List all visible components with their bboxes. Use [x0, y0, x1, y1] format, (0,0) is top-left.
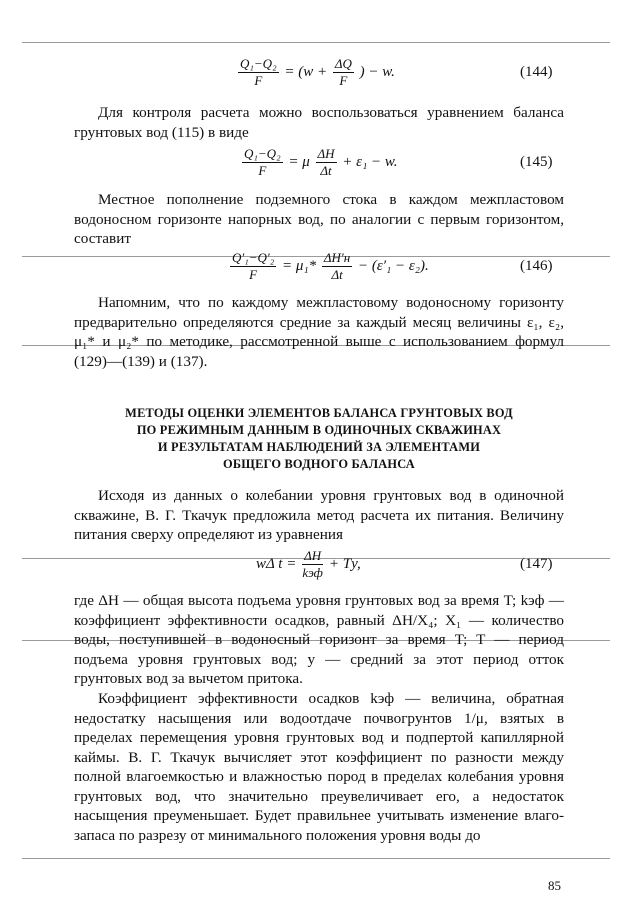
fraction-denominator: F: [339, 73, 348, 88]
fraction-numerator: Q′₁−Q′₂: [232, 250, 275, 265]
heading-line: МЕТОДЫ ОЦЕНКИ ЭЛЕМЕНТОВ БАЛАНСА ГРУНТОВЫХ ВОД: [125, 406, 513, 420]
paragraph: [74, 486, 564, 545]
equation-rhs-fraction: [316, 146, 337, 179]
fraction-numerator: ΔQ: [334, 56, 352, 71]
equation-number: (145): [520, 154, 553, 170]
equation-term: = μ₁*: [282, 257, 317, 274]
paragraph-text: Коэффициент эффективности осадков kэф — величина, обратная недостатку насыщения или водоотдаче почвогрунтов 1/μ, взятых в пределах перемещения уровня грунтовых вод и подпертой капиллярной каймы. В. Г. Ткачук вычисляет этот коэффициент по разности между полной влагоемкостью и влажностью пород в пределах колебания уровня грунтовых вод, что значительно преувеличивает его, а недостаток насыщения преуменьшает. Будет правильнее учитывать изменение влагозапаса по разрезу от минимального положения уровня воды до: [74, 690, 564, 844]
fraction-numerator: Q₁−Q₂: [240, 56, 277, 71]
paragraph-text: Напомним, что по каждому межпластовому водоносному горизонту предварительно определяются средние за каждый месяц величины ε₁, ε₂, μ₁* и μ₂* по методике, рассмотренной выше с использованием формул (129)—(139) и (137).: [74, 294, 564, 370]
paragraph: [74, 293, 564, 371]
equation-term: − (ε′₁ − ε₂).: [357, 257, 429, 274]
equation-term: wΔ t =: [256, 555, 297, 572]
paragraph: [74, 103, 564, 142]
page-number: 85: [548, 878, 561, 893]
equation-number: (146): [520, 258, 553, 274]
heading-line: И РЕЗУЛЬТАТАМ НАБЛЮДЕНИЙ ЗА ЭЛЕМЕНТАМИ: [157, 440, 481, 454]
equation-rhs-fraction: [322, 250, 352, 283]
equation-term: = (w +: [284, 63, 328, 80]
heading-line: ОБЩЕГО ВОДНОГО БАЛАНСА: [223, 457, 415, 471]
fraction-denominator: Δt: [320, 163, 332, 178]
equation-number: (144): [520, 64, 553, 80]
paragraph: [74, 689, 564, 845]
section-heading: [74, 405, 564, 473]
rule-line: [22, 42, 610, 43]
equation-lhs-fraction: [242, 146, 283, 179]
paragraph: [74, 190, 564, 249]
fraction-numerator: Q₁−Q₂: [244, 146, 281, 161]
equation-number: (147): [520, 556, 553, 572]
equation-rhs-fraction: [333, 56, 354, 89]
fraction-denominator: F: [249, 267, 258, 282]
fraction-denominator: kэф: [302, 565, 323, 580]
rule-line: [22, 858, 610, 859]
fraction-numerator: ΔH′н: [323, 250, 351, 265]
equation-term: + ε₁ − w.: [342, 153, 398, 170]
fraction-denominator: F: [254, 73, 263, 88]
equation-rhs-fraction: [302, 548, 323, 581]
paragraph-text: Для контроля расчета можно воспользоваться уравнением баланса грунтовых вод (115) в виде: [74, 104, 564, 141]
equation-lhs-fraction: [238, 56, 279, 89]
equation-term: + Tу,: [328, 555, 361, 572]
equation-term: = μ: [288, 153, 310, 170]
fraction-numerator: ΔH: [304, 548, 322, 563]
equation-lhs-fraction: [230, 250, 276, 283]
fraction-denominator: Δt: [331, 267, 343, 282]
fraction-numerator: ΔH: [317, 146, 335, 161]
heading-line: ПО РЕЖИМНЫМ ДАННЫМ В ОДИНОЧНЫХ СКВАЖИНАХ: [136, 423, 502, 437]
equation-term: ) − w.: [359, 63, 395, 80]
paragraph-text: где ΔH — общая высота подъема уровня грунтовых вод за время T; kэф — коэффициент эффективности осадков, равный ΔH/X₄; X₁ — количество воды, поступившей в водоносный горизонт за время T; T — период подъема уровня грунтовых вод; y — средний за этот период отток грунтовых вод за вычетом притока.: [74, 592, 564, 687]
fraction-denominator: F: [258, 163, 267, 178]
paragraph-text: Местное пополнение подземного стока в каждом межпластовом водоносном горизонте напорных вод, по аналогии с первым горизонтом, составит: [74, 191, 564, 247]
paragraph-text: Исходя из данных о колебании уровня грунтовых вод в одиночной скважине, В. Г. Ткачук предложила метод расчета их питания. Величину питания сверху определяют из уравнения: [74, 487, 564, 543]
paragraph: [74, 591, 564, 689]
